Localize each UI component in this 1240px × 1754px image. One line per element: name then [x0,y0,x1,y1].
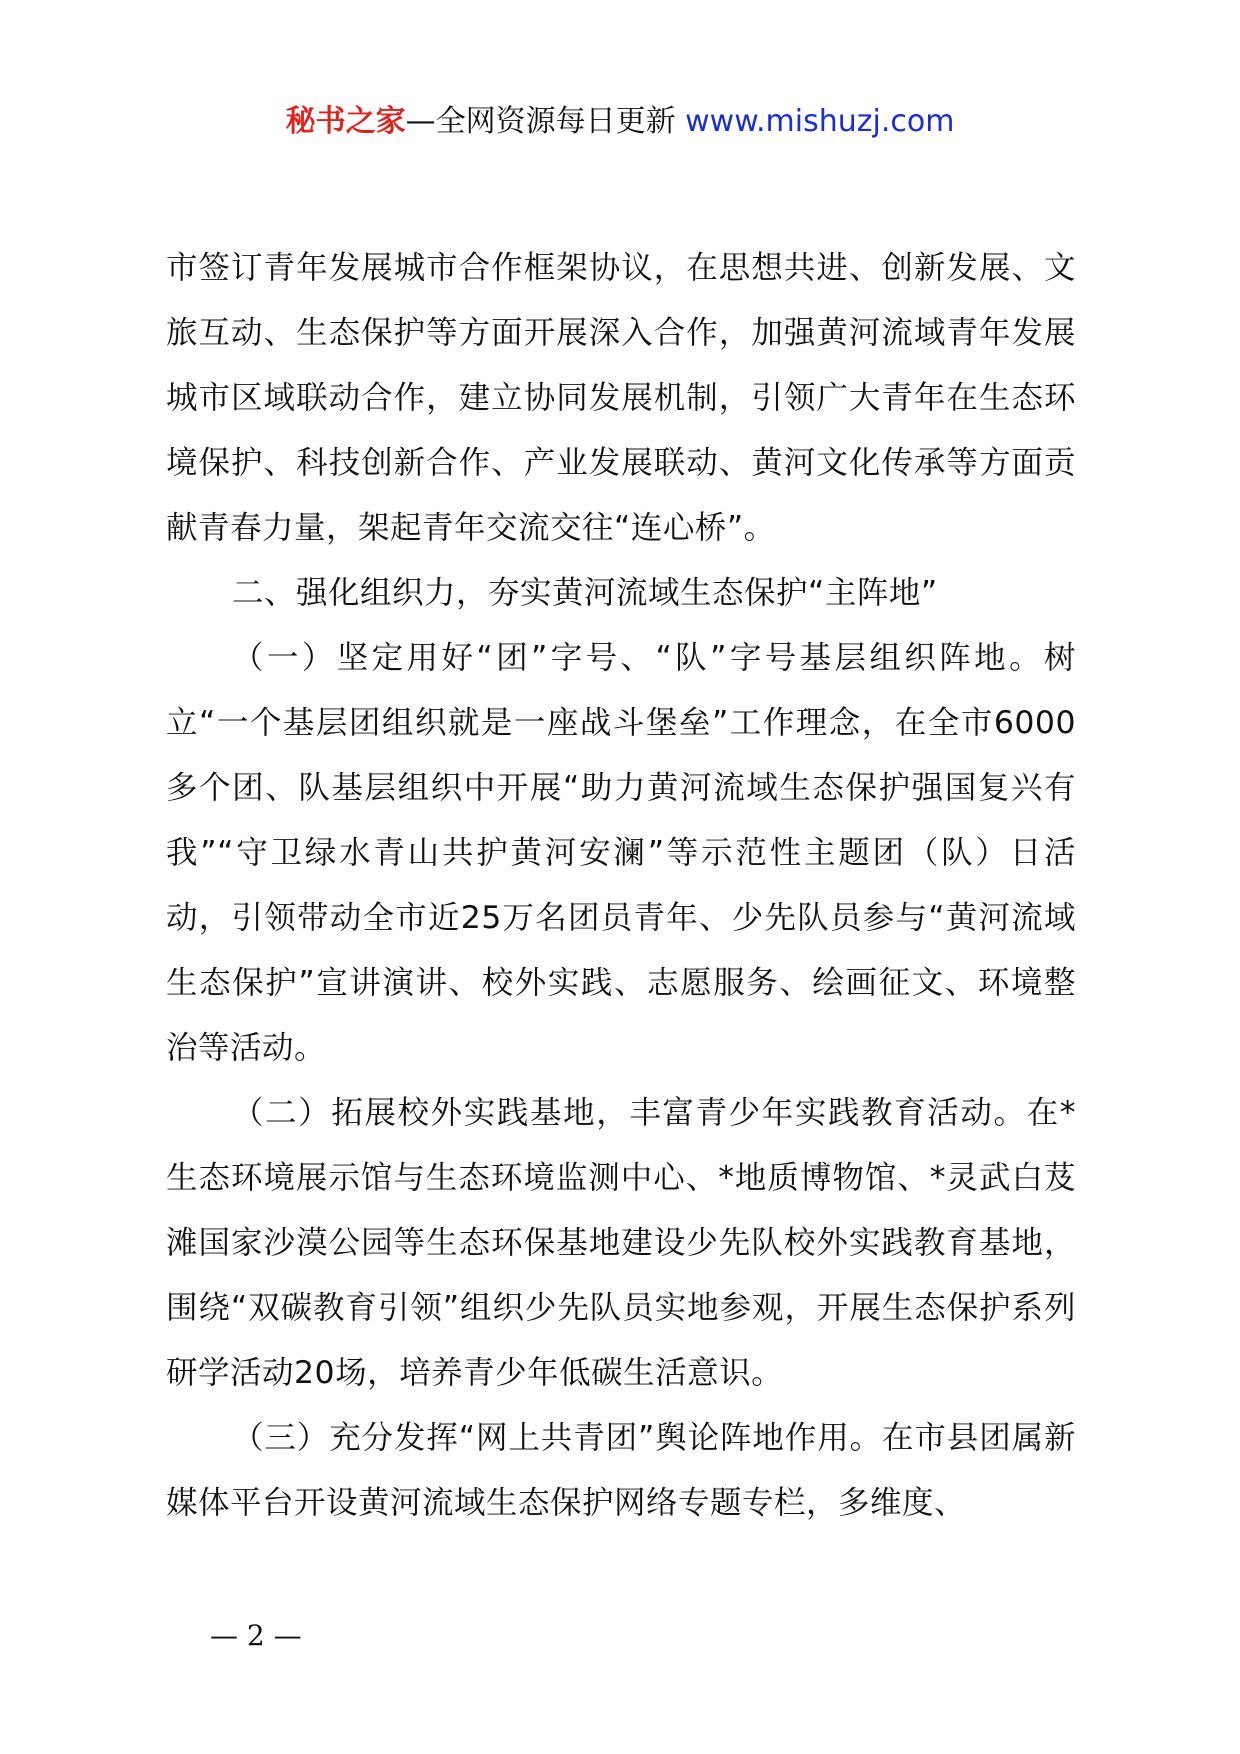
paragraph-item-2: （二）拓展校外实践基地，丰富青少年实践教育活动。在*生态环境展示馆与生态环境监测中心、*地质博物馆、*灵武白芨滩国家沙漠公园等生态环保基地建设少先队校外实践教育基地，围绕“双碳教育引领”组织少先队员实地参观，开展生态保护系列研学活动20场，培养青少年低碳生活意识。 [166,1095,1076,1391]
site-brand: 秘书之家 [285,104,406,139]
site-url[interactable]: www.mishuzj.com [685,104,955,139]
site-tagline: —全网资源每日更新 [405,104,686,139]
paragraph-item-1: （一）坚定用好“团”字号、“队”字号基层组织阵地。树立“一个基层团组织就是一座战斗堡垒”工作理念，在全市6000多个团、队基层组织中开展“助力黄河流域生态保护强国复兴有我”“守卫绿水青山共护黄河安澜”等示范性主题团（队）日活动，引领带动全市近25万名团员青年、少先队员参与“黄河流域生态保护”宣讲演讲、校外实践、志愿服务、绘画征文、环境整治等活动。 [166,640,1076,1066]
paragraph-item-3: （三）充分发挥“网上共青团”舆论阵地作用。在市县团属新媒体平台开设黄河流域生态保护网络专题专栏，多维度、 [166,1420,1076,1521]
page-number: — 2 — [210,1619,302,1652]
section-heading-2: 二、强化组织力，夯实黄河流域生态保护“主阵地” [232,575,938,611]
paragraph-continuation: 市签订青年发展城市合作框架协议，在思想共进、创新发展、文旅互动、生态保护等方面开展深入合作，加强黄河流域青年发展城市区域联动合作，建立协同发展机制，引领广大青年在生态环境保护、科技创新合作、产业发展联动、黄河文化传承等方面贡献青春力量，架起青年交流交往“连心桥”。 [166,250,1076,546]
site-header [0,100,1240,144]
document-body [166,236,1076,1536]
